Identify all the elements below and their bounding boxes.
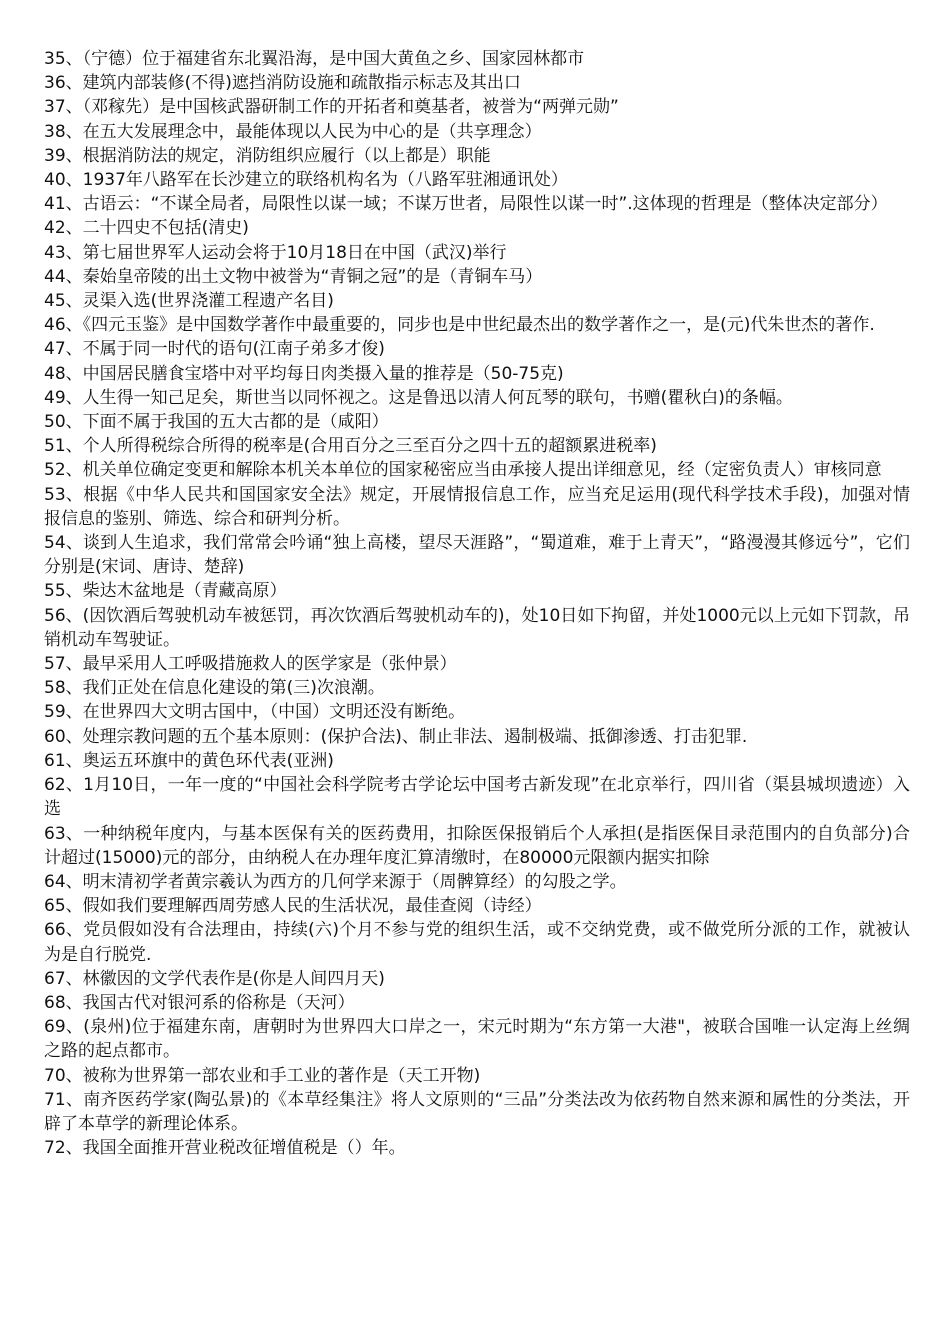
list-item: 67、林徽因的文学代表作是(你是人间四月天) [44,968,385,989]
list-item: 37、（邓稼先）是中国核武器研制工作的开拓者和奠基者，被誉为“两弹元勋” [44,97,619,118]
list-item: 47、不属于同一时代的语句(江南子弟多才俊) [44,339,385,360]
list-item: 36、建筑内部装修(不得)遮挡消防设施和疏散指示标志及其出口 [44,73,521,94]
list-item: 45、灵渠入选(世界浇灌工程遗产名目) [44,291,334,312]
list-item: 68、我国古代对银河系的俗称是（天河） [44,992,355,1013]
list-item: 48、中国居民膳食宝塔中对平均每日肉类摄入量的推荐是（50-75克) [44,363,564,384]
list-item: 61、奥运五环旗中的黄色环代表(亚洲) [44,750,334,771]
list-item: 51、个人所得税综合所得的税率是(合用百分之三至百分之四十五的超额累进税率) [44,436,657,457]
list-item: 57、最早采用人工呼吸措施救人的医学家是（张仲景） [44,654,457,675]
list-item: 44、秦始皇帝陵的出土文物中被誉为“青铜之冠”的是（青铜车马） [44,266,543,287]
document-page [44,47,910,1160]
list-item: 71、南齐医药学家(陶弘景)的《本草经集注》将人文原则的“三品”分类法改为依药物自然来源和属性的分类法，开辟了本草学的新理论体系。 [44,1089,910,1134]
list-item: 65、假如我们要理解西周劳感人民的生活状况，最佳查阅（诗经） [44,896,542,917]
list-item: 43、第七届世界军人运动会将于10月18日在中国（武汉)举行 [44,242,507,263]
list-item: 35、（宁德）位于福建省东北翼沿海，是中国大黄鱼之乡、国家园林都市 [44,49,585,69]
list-item: 52、机关单位确定变更和解除本机关本单位的国家秘密应当由承接人提出详细意见，经（定密负责人）审核同意 [44,460,882,481]
list-item: 66、党员假如没有合法理由，持续(六)个月不参与党的组织生活，或不交纳党费，或不做党所分派的工作，就被认为是自行脱党. [44,920,910,965]
list-item: 60、处理宗教问题的五个基本原则：(保护合法)、制止非法、遏制极端、抵御渗透、打击犯罪. [44,726,748,747]
list-item: 54、谈到人生追求，我们常常会吟诵“独上高楼，望尽天涯路”，“蜀道难，难于上青天”，“路漫漫其修远兮”，它们分别是(宋词、唐诗、楚辞) [44,533,910,578]
list-item: 59、在世界四大文明古国中，（中国）文明还没有断绝。 [44,702,466,723]
list-item: 38、在五大发展理念中，最能体现以人民为中心的是（共享理念） [44,121,542,142]
list-item: 63、一种纳税年度内，与基本医保有关的医药费用，扣除医保报销后个人承担(是指医保目录范围内的自负部分)合计超过(15000)元的部分，由纳税人在办理年度汇算清缴时，在80000元限额内据实扣除 [44,823,910,868]
list-item: 64、明末清初学者黄宗羲认为西方的几何学来源于（周髀算经）的勾股之学。 [44,871,627,892]
list-item: 53、根据《中华人民共和国国家安全法》规定，开展情报信息工作，应当充足运用(现代科学技术手段)，加强对情报信息的鉴别、筛选、综合和研判分析。 [44,484,910,529]
list-item: 41、古语云：“不谋全局者，局限性以谋一域；不谋万世者，局限性以谋一时”.这体现的哲理是（整体决定部分） [44,194,888,215]
list-item: 42、二十四史不包括(清史) [44,218,249,239]
list-item: 39、根据消防法的规定，消防组织应履行（以上都是）职能 [44,145,491,166]
list-item: 50、下面不属于我国的五大古都的是（咸阳） [44,412,389,433]
list-item: 72、我国全面推开营业税改征增值税是（）年。 [44,1138,406,1159]
list-item: 40、1937年八路军在长沙建立的联络机构名为（八路军驻湘通讯处） [44,170,568,191]
list-item: 70、被称为世界第一部农业和手工业的著作是（天工开物) [44,1065,481,1086]
list-item: 69、(泉州)位于福建东南，唐朝时为世界四大口岸之一，宋元时期为“东方第一大港"，被联合国唯一认定海上丝绸之路的起点都市。 [44,1017,910,1062]
list-item: 58、我们正处在信息化建设的第(三)次浪潮。 [44,678,385,699]
list-item: 55、柴达木盆地是（青藏高原） [44,581,287,602]
list-item: 56、(因饮酒后驾驶机动车被惩罚，再次饮酒后驾驶机动车的)，处10日如下拘留，并处1000元以上元如下罚款，吊销机动车驾驶证。 [44,605,910,650]
list-item: 62、1月10日，一年一度的“中国社会科学院考古学论坛中国考古新发现”在北京举行，四川省（渠县城坝遗迹）入选 [44,775,910,820]
list-item: 46、《四元玉鉴》是中国数学著作中最重要的，同步也是中世纪最杰出的数学著作之一，是(元)代朱世杰的著作. [44,315,875,336]
list-item: 49、人生得一知己足矣，斯世当以同怀视之。这是鲁迅以清人何瓦琴的联句，书赠(瞿秋白)的条幅。 [44,387,793,408]
